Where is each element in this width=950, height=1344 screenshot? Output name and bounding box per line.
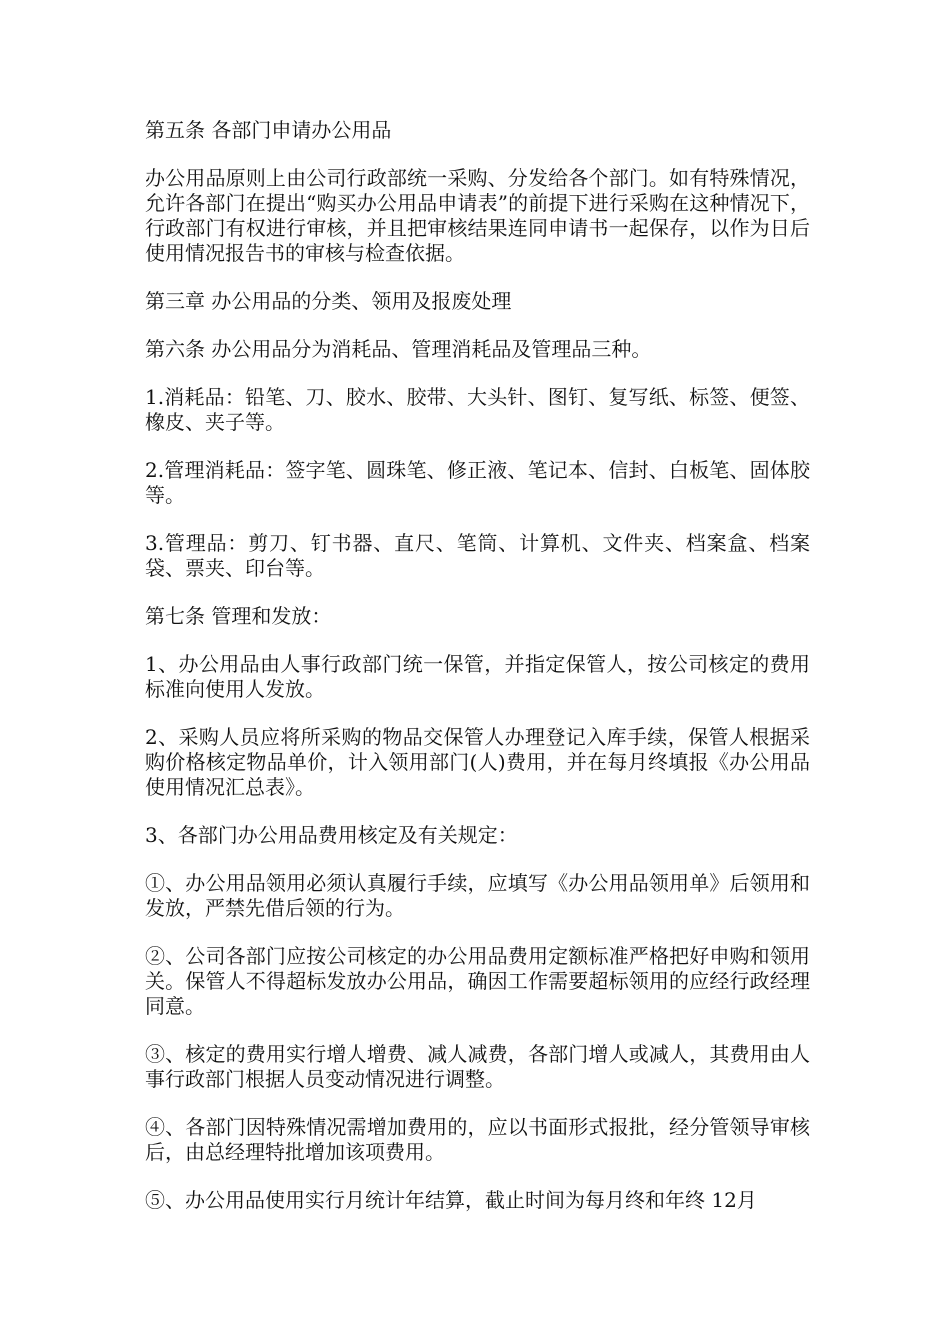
chapter-3-heading: 第三章 办公用品的分类、领用及报废处理: [145, 289, 512, 313]
category-managed-consumables: 2.管理消耗品：签字笔、圆珠笔、修正液、笔记本、信封、白板笔、固体胶等。: [145, 458, 810, 507]
article-5-heading: 第五条 各部门申请办公用品: [145, 118, 392, 142]
category-managed-items: 3.管理品：剪刀、钉书器、直尺、笔筒、计算机、文件夹、档案盒、档案袋、票夹、印台等。: [145, 531, 810, 580]
sub-rule-5: ⑤、办公用品使用实行月统计年结算，截止时间为每月终和年终 12月: [145, 1188, 757, 1212]
document-page: [145, 118, 810, 1236]
rule-2: 2、采购人员应将所采购的物品交保管人办理登记入库手续，保管人根据采购价格核定物品单价，计入领用部门(人)费用，并在每月终填报《办公用品使用情况汇总表》。: [145, 725, 810, 799]
category-consumables: 1.消耗品：铅笔、刀、胶水、胶带、大头针、图钉、复写纸、标签、便签、橡皮、夹子等。: [145, 385, 810, 434]
article-7-heading: 第七条 管理和发放：: [145, 604, 332, 628]
sub-rule-1: ①、办公用品领用必须认真履行手续，应填写《办公用品领用单》后领用和发放，严禁先借后领的行为。: [145, 871, 810, 920]
rule-3: 3、各部门办公用品费用核定及有关规定：: [145, 823, 518, 847]
sub-rule-2: ②、公司各部门应按公司核定的办公用品费用定额标准严格把好申购和领用关。保管人不得超标发放办公用品，确因工作需要超标领用的应经行政经理同意。: [145, 944, 810, 1018]
sub-rule-3: ③、核定的费用实行增人增费、减人减费，各部门增人或减人，其费用由人事行政部门根据人员变动情况进行调整。: [145, 1042, 810, 1091]
rule-1: 1、办公用品由人事行政部门统一保管，并指定保管人，按公司核定的费用标准向使用人发放。: [145, 652, 810, 701]
article-6-heading: 第六条 办公用品分为消耗品、管理消耗品及管理品三种。: [145, 337, 652, 361]
article-5-body: 办公用品原则上由公司行政部统一采购、分发给各个部门。如有特殊情况，允许各部门在提出“购买办公用品申请表”的前提下进行采购在这种情况下，行政部门有权进行审核，并且把审核结果连同申请书一起保存，以作为日后使用情况报告书的审核与检查依据。: [145, 166, 810, 265]
sub-rule-4: ④、各部门因特殊情况需增加费用的，应以书面形式报批，经分管领导审核后，由总经理特批增加该项费用。: [145, 1115, 810, 1164]
